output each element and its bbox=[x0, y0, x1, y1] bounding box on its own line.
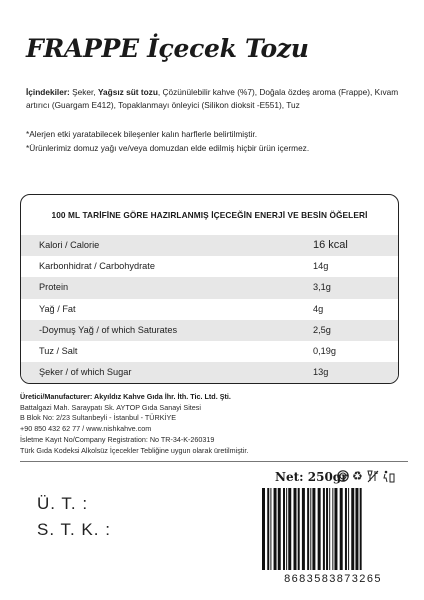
barcode-bar bbox=[360, 488, 362, 570]
nutrient-label: Karbonhidrat / Carbohydrate bbox=[39, 261, 155, 272]
producer-compliance: Türk Gıda Kodeksi Alkolsüz İçecekler Tebliğine uygun olarak üretilmiştir. bbox=[20, 445, 249, 455]
barcode-bar bbox=[278, 488, 281, 570]
net-weight: Net: 250gr bbox=[275, 470, 348, 484]
barcode-bar bbox=[332, 488, 333, 570]
nutrient-value: 2,5g bbox=[313, 324, 331, 335]
barcode-bar bbox=[318, 488, 321, 570]
barcode-bar bbox=[312, 488, 315, 570]
pork-note: *Ürünlerimiz domuz yağı ve/veya domuzdan elde edilmiş hiçbir ürün içermez. bbox=[26, 143, 310, 153]
ingredients-part1: Şeker, bbox=[69, 87, 98, 97]
barcode-bar bbox=[288, 488, 291, 570]
producer-address: Battalgazi Mah. Saraypatı Sk. AYTOP Gıda Sanayi Sitesi bbox=[20, 402, 201, 412]
nutrition-row bbox=[21, 277, 398, 298]
nutrition-row bbox=[21, 320, 398, 341]
barcode-bar bbox=[348, 488, 349, 570]
tidy-man-icon bbox=[383, 470, 395, 486]
barcode bbox=[258, 488, 408, 570]
nutrient-value: 3,1g bbox=[313, 282, 331, 293]
barcode-number: 8683583873265 bbox=[284, 573, 382, 585]
barcode-bar bbox=[351, 488, 354, 570]
barcode-bar bbox=[307, 488, 309, 570]
barcode-bar bbox=[302, 488, 305, 570]
recycle-icon: ♻ bbox=[352, 469, 363, 483]
barcode-bar bbox=[323, 488, 325, 570]
barcode-bar bbox=[340, 488, 343, 570]
green-dot-icon bbox=[337, 470, 349, 485]
nutrition-row bbox=[21, 235, 398, 256]
divider bbox=[20, 461, 408, 462]
nutrient-value: 14g bbox=[313, 261, 329, 272]
ingredients-label: İçindekiler: bbox=[26, 87, 70, 97]
nutrient-value: 16 kcal bbox=[313, 239, 348, 251]
nutrient-value: 4g bbox=[313, 303, 324, 314]
barcode-bars bbox=[258, 488, 408, 570]
nutrient-label: Yağ / Fat bbox=[39, 303, 76, 314]
glass-fork-icon bbox=[367, 470, 379, 486]
barcode-bar bbox=[310, 488, 311, 570]
product-title: FRAPPE İçecek Tozu bbox=[26, 34, 309, 63]
nutrient-label: Tuz / Salt bbox=[39, 345, 78, 356]
producer-registration: İsletme Kayıt No/Company Registration: No TR-34-K-260319 bbox=[20, 434, 215, 444]
nutrition-row bbox=[21, 256, 398, 277]
barcode-bar bbox=[270, 488, 271, 570]
producer-name: Üretici/Manufacturer: Akyıldız Kahve Gıda İhr. İth. Tic. Ltd. Şti. bbox=[20, 392, 231, 401]
nutrient-label: Kalori / Calorie bbox=[39, 240, 100, 250]
ingredients-text bbox=[26, 86, 406, 112]
barcode-bar bbox=[334, 488, 337, 570]
barcode-bar bbox=[345, 488, 347, 570]
ingredients-part2: , Çözünülebilir kahve (%7), Doğala özdeş aroma (Frappe), Kıvam artırıcı (Guargam E412), Topaklanmayı önleyici (Silikon dioksit -E551), Tuz bbox=[26, 87, 399, 110]
nutrition-row bbox=[21, 362, 398, 383]
barcode-bar bbox=[283, 488, 285, 570]
barcode-bar bbox=[355, 488, 358, 570]
barcode-bar bbox=[286, 488, 287, 570]
barcode-bar bbox=[298, 488, 300, 570]
stk-label: S. T. K. : bbox=[37, 520, 111, 539]
barcode-bar bbox=[267, 488, 269, 570]
barcode-bar bbox=[329, 488, 330, 570]
barcode-bar bbox=[274, 488, 277, 570]
nutrient-value: 0,19g bbox=[313, 345, 336, 356]
ingredients-allergen: Yağsız süt tozu bbox=[97, 87, 158, 97]
producer-contact: +90 850 432 62 77 / www.nishkahve.com bbox=[20, 424, 152, 434]
producer-info bbox=[20, 392, 320, 456]
nutrition-row bbox=[21, 299, 398, 320]
nutrient-label: Şeker / of which Sugar bbox=[39, 367, 132, 378]
nutrient-value: 13g bbox=[313, 367, 329, 378]
barcode-bar bbox=[294, 488, 297, 570]
nutrition-row bbox=[21, 341, 398, 362]
nutrient-label: -Doymuş Yağ / of which Saturates bbox=[39, 324, 178, 335]
barcode-bar bbox=[262, 488, 265, 570]
nutrition-title: 100 ML TARİFİNE GÖRE HAZIRLANMIŞ İÇECEĞİN ENERJİ VE BESİN ÖĞELERİ bbox=[51, 210, 368, 220]
nutrient-label: Protein bbox=[39, 282, 69, 293]
allergen-note: *Alerjen etki yaratabilecek bileşenler kalın harflerle belirtilmiştir. bbox=[26, 129, 258, 139]
nutrition-table bbox=[20, 194, 399, 384]
barcode-bar bbox=[326, 488, 328, 570]
producer-address-2: B Blok No: 2/23 Sultanbeyli - İstanbul - TÜRKİYE bbox=[20, 413, 177, 423]
ut-label: Ü. T. : bbox=[37, 494, 89, 513]
